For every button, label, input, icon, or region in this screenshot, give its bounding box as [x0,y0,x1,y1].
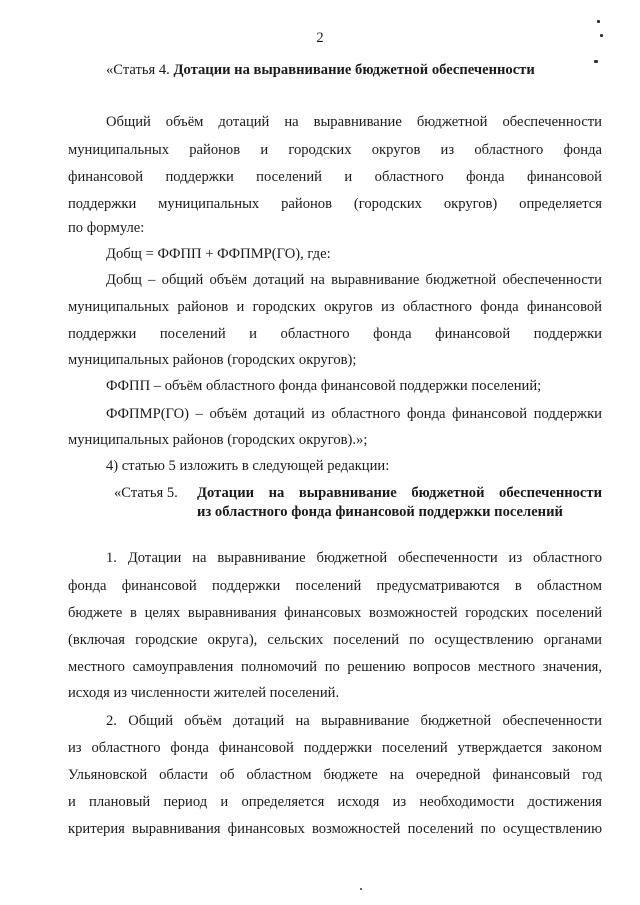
scan-speck [360,888,362,890]
para-2-line-5: критерия выравнивания финансовых возможностей поселений по осуществлению [68,821,602,837]
para-1-line-3: бюджете в целях выравнивания финансовых возможностей городских поселений [68,605,602,621]
def-dobsch-line-3: поддержки поселений и областного фонда финансовой поддержки [68,326,602,342]
scan-speck [597,20,600,23]
para-total-line-4: поддержки муниципальных районов (городских округов) определяется [68,196,602,212]
item-4: 4) статью 5 изложить в следующей редакции: [106,458,390,474]
para-total-line-5: по формуле: [68,220,145,236]
para-total-line-2: муниципальных районов и городских округов из областного фонда [68,142,602,158]
def-dobsch-line-1: Добщ – общий объём дотаций на выравнивание бюджетной обеспеченности [106,272,602,288]
scan-speck [600,34,603,37]
article-5-prefix: «Статья 5. [114,485,178,501]
para-1-line-2: фонда финансовой поддержки поселений предусматриваются в областном [68,578,602,594]
para-1-line-1: 1. Дотации на выравнивание бюджетной обеспеченности из областного [106,550,602,566]
para-2-line-3: Ульяновской области об областном бюджете на очередной финансовый год [68,767,602,783]
def-dobsch-line-2: муниципальных районов и городских округов из областного фонда финансовой [68,299,602,315]
para-1-line-4: (включая городские округа), сельских поселений по осуществлению органами [68,632,602,648]
article-4-title: Дотации на выравнивание бюджетной обеспеченности [173,62,535,78]
para-total-line-1: Общий объём дотаций на выравнивание бюджетной обеспеченности [106,114,602,130]
formula: Добщ = ФФПП + ФФПМР(ГО), где: [106,246,331,262]
para-2-line-1: 2. Общий объём дотаций на выравнивание бюджетной обеспеченности [106,713,602,729]
para-2-line-2: из областного фонда финансовой поддержки поселений утверждается законом [68,740,602,756]
article-5-title-line-2: из областного фонда финансовой поддержки поселений [197,504,563,520]
scan-speck [594,60,598,63]
def-ffpmr-line-2: муниципальных районов (городских округов).»; [68,432,368,448]
def-ffpmr-line-1: ФФПМР(ГО) – объём дотаций из областного фонда финансовой поддержки [106,406,602,422]
article-4-prefix: «Статья 4. [106,62,170,78]
para-total-line-3: финансовой поддержки поселений и областного фонда финансовой [68,169,602,185]
para-1-line-6: исходя из численности жителей поселений. [68,685,340,701]
para-2-line-4: и плановый период и определяется исходя из необходимости достижения [68,794,602,810]
def-ffpp: ФФПП – объём областного фонда финансовой поддержки поселений; [106,378,542,394]
page-number: 2 [316,30,324,46]
para-1-line-5: местного самоуправления полномочий по решению вопросов местного значения, [68,659,602,675]
article-5-title-line-1: Дотации на выравнивание бюджетной обеспеченности [197,485,602,501]
def-dobsch-line-4: муниципальных районов (городских округов); [68,352,357,368]
article-4-heading [106,60,535,80]
